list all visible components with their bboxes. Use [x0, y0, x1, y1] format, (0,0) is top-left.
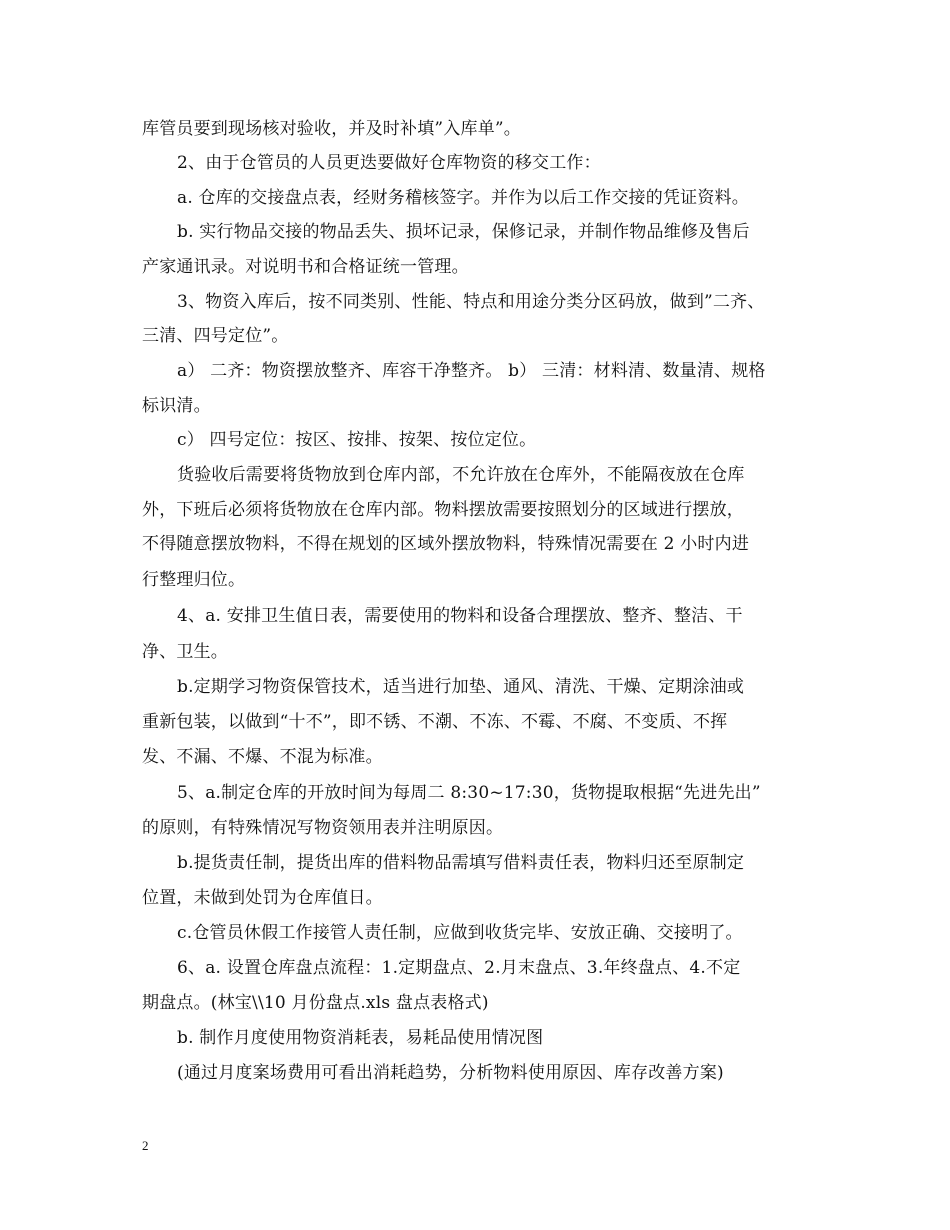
text-line: 库管员要到现场核对验收，并及时补填”入库单”。	[142, 119, 521, 139]
text-line: 位置，未做到处罚为仓库值日。	[142, 888, 383, 908]
text-line: 3、物资入库后，按不同类别、性能、特点和用途分类分区码放，做到”二齐、	[177, 292, 765, 312]
text-line: b. 实行物品交接的物品丢失、损坏记录，保修记录，并制作物品维修及售后	[177, 222, 750, 242]
text-line: b.提货责任制，提货出库的借料物品需填写借料责任表，物料归还至原制定	[177, 853, 745, 873]
text-line: 5、a.制定仓库的开放时间为每周二 8:30~17:30，货物提取根据“先进先出”	[177, 783, 761, 803]
text-line: 产家通讯录。对说明书和合格证统一管理。	[142, 257, 469, 277]
text-line: a） 二齐：物资摆放整齐、库容干净整齐。 b） 三清：材料清、数量清、规格	[177, 361, 766, 381]
text-line: b.定期学习物资保管技术，适当进行加垫、通风、清洗、干燥、定期涂油或	[177, 677, 745, 697]
text-line: 三清、四号定位”。	[142, 326, 289, 346]
page-number: 2	[142, 1138, 149, 1153]
text-line: 2、由于仓管员的人员更迭要做好仓库物资的移交工作：	[177, 153, 601, 173]
text-line: (通过月度案场费用可看出消耗趋势，分析物料使用原因、库存改善方案)	[177, 1063, 724, 1083]
text-line: 净、卫生。	[142, 642, 228, 662]
text-line: 外，下班后必须将货物放在仓库内部。物料摆放需要按照划分的区域进行摆放，	[142, 500, 744, 520]
text-line: 发、不漏、不爆、不混为标准。	[142, 747, 383, 767]
text-line: 4、a. 安排卫生值日表，需要使用的物料和设备合理摆放、整齐、整洁、干	[177, 606, 743, 626]
text-line: a. 仓库的交接盘点表，经财务稽核签字。并作为以后工作交接的凭证资料。	[177, 188, 749, 208]
text-line: 6、a. 设置仓库盘点流程：1.定期盘点、2.月末盘点、3.年终盘点、4.不定	[177, 958, 741, 978]
text-line: 标识清。	[142, 396, 211, 416]
text-line: 期盘点。(林宝\\10 月份盘点.xls 盘点表格式)	[142, 993, 489, 1013]
text-line: 行整理归位。	[142, 570, 246, 590]
text-line: c.仓管员休假工作接管人责任制，应做到收货完毕、安放正确、交接明了。	[177, 923, 743, 943]
text-line: c） 四号定位：按区、按排、按架、按位定位。	[177, 430, 537, 450]
text-line: 不得随意摆放物料，不得在规划的区域外摆放物料，特殊情况需要在 2 小时内进	[142, 534, 750, 554]
text-line: 重新包装，以做到“十不”，即不锈、不潮、不冻、不霉、不腐、不变质、不挥	[142, 712, 728, 732]
text-line: b. 制作月度使用物资消耗表，易耗品使用情况图	[177, 1028, 544, 1048]
text-line: 的原则，有特殊情况写物资领用表并注明原因。	[142, 818, 504, 838]
text-line: 货验收后需要将货物放到仓库内部，不允许放在仓库外，不能隔夜放在仓库	[177, 465, 745, 485]
